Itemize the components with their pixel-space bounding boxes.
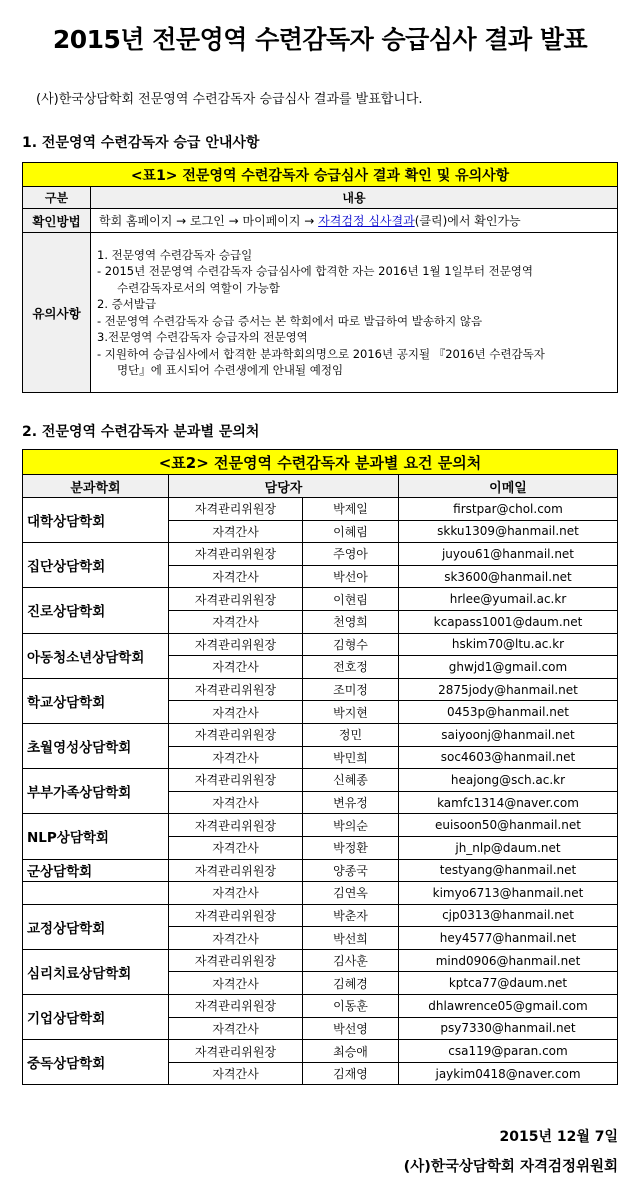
contact-name: 양종국	[303, 859, 399, 882]
page-title: 2015년 전문영역 수련감독자 승급심사 결과 발표	[52, 25, 588, 54]
table-row	[23, 769, 618, 792]
contact-email: kcapass1001@daum.net	[399, 610, 618, 633]
method-cell	[91, 209, 618, 233]
contact-email: mind0906@hanmail.net	[399, 949, 618, 972]
society-name: 집단상담학회	[23, 543, 169, 588]
contact-email: firstpar@chol.com	[399, 498, 618, 521]
contact-role: 자격간사	[169, 610, 303, 633]
table-row	[23, 882, 618, 905]
contact-role: 자격간사	[169, 746, 303, 769]
contact-role: 자격간사	[169, 1062, 303, 1085]
note-line: 1. 전문영역 수련감독자 승급일	[97, 247, 253, 262]
note-line: - 전문영역 수련감독자 승급 증서는 본 학회에서 따로 발급하여 발송하지 않음	[97, 313, 483, 328]
contact-role: 자격간사	[169, 972, 303, 995]
society-name	[23, 882, 169, 905]
society-name: 교정상담학회	[23, 904, 169, 949]
note-line: 2. 증서발급	[97, 297, 157, 311]
society-name: 심리치료상담학회	[23, 949, 169, 994]
contact-role: 자격간사	[169, 656, 303, 679]
society-name: 학교상담학회	[23, 678, 169, 723]
note-line: - 지원하여 승급심사에서 합격한 분과학회의명으로 2016년 공지될 『2016년 수련감독자	[97, 346, 545, 361]
contact-email: jh_nlp@daum.net	[399, 836, 618, 859]
contact-name: 박지현	[303, 701, 399, 724]
table-row	[23, 498, 618, 521]
table-row	[23, 995, 618, 1018]
society-name: 아동청소년상담학회	[23, 633, 169, 678]
contact-name: 김연옥	[303, 882, 399, 905]
society-name: 부부가족상담학회	[23, 769, 169, 814]
contact-email: skku1309@hanmail.net	[399, 520, 618, 543]
contact-role: 자격관리위원장	[169, 588, 303, 611]
contact-role: 자격관리위원장	[169, 814, 303, 837]
contact-name: 박제일	[303, 498, 399, 521]
contact-table-title: <표2> 전문영역 수련감독자 분과별 요건 문의처	[23, 450, 618, 475]
table-row	[23, 859, 618, 882]
section1-heading: 1. 전문영역 수련감독자 승급 안내사항	[22, 135, 260, 151]
contact-email: euisoon50@hanmail.net	[399, 814, 618, 837]
contact-role: 자격간사	[169, 882, 303, 905]
contact-email: hey4577@hanmail.net	[399, 927, 618, 950]
notes-cell	[91, 233, 618, 393]
table-row	[23, 814, 618, 837]
contact-name: 정민	[303, 723, 399, 746]
contact-role: 자격관리위원장	[169, 498, 303, 521]
note-line: 3.전문영역 수련감독자 승급자의 전문영역	[97, 330, 308, 344]
contact-role: 자격간사	[169, 701, 303, 724]
contact-email: csa119@paran.com	[399, 1040, 618, 1063]
contact-name: 김사훈	[303, 949, 399, 972]
contact-email: saiyoonj@hanmail.net	[399, 723, 618, 746]
contact-email: hskim70@ltu.ac.kr	[399, 633, 618, 656]
contact-role: 자격관리위원장	[169, 633, 303, 656]
table-row	[23, 543, 618, 566]
notice-table-title: <표1> 전문영역 수련감독자 승급심사 결과 확인 및 유의사항	[23, 163, 618, 187]
contact-role: 자격관리위원장	[169, 678, 303, 701]
contact-name: 이동훈	[303, 995, 399, 1018]
society-name: 중독상담학회	[23, 1040, 169, 1085]
col-category-header: 구분	[23, 187, 91, 209]
contact-role: 자격간사	[169, 565, 303, 588]
contact-name: 박선아	[303, 565, 399, 588]
table-row	[23, 949, 618, 972]
table-row	[23, 588, 618, 611]
section2-heading: 2. 전문영역 수련감독자 분과별 문의처	[22, 424, 260, 440]
contact-email: psy7330@hanmail.net	[399, 1017, 618, 1040]
table-row	[23, 1040, 618, 1063]
table-row	[23, 633, 618, 656]
contact-email: kimyo6713@hanmail.net	[399, 882, 618, 905]
contact-role: 자격관리위원장	[169, 995, 303, 1018]
contact-name: 신혜종	[303, 769, 399, 792]
society-name: 기업상담학회	[23, 995, 169, 1040]
society-name: NLP상담학회	[23, 814, 169, 859]
contact-name: 최승애	[303, 1040, 399, 1063]
contact-name: 이현림	[303, 588, 399, 611]
contact-email: 2875jody@hanmail.net	[399, 678, 618, 701]
col-society-header: 분과학회	[23, 475, 169, 498]
issuing-organization: (사)한국상담학회 자격검정위원회	[403, 1159, 618, 1175]
contact-role: 자격관리위원장	[169, 543, 303, 566]
note-line: - 2015년 전문영역 수련감독자 승급심사에 합격한 자는 2016년 1월 1일부터 전문영역	[97, 264, 534, 278]
note-line: 수련감독자로서의 역할이 가능함	[117, 280, 280, 295]
contact-email: soc4603@hanmail.net	[399, 746, 618, 769]
contact-role: 자격관리위원장	[169, 769, 303, 792]
contact-table	[22, 449, 618, 1085]
contact-role: 자격간사	[169, 836, 303, 859]
contact-name: 김재영	[303, 1062, 399, 1085]
contact-role: 자격관리위원장	[169, 723, 303, 746]
col-contact-header: 담당자	[169, 475, 399, 498]
contact-role: 자격간사	[169, 791, 303, 814]
contact-email: heajong@sch.ac.kr	[399, 769, 618, 792]
society-name: 진로상담학회	[23, 588, 169, 633]
contact-email: hrlee@yumail.ac.kr	[399, 588, 618, 611]
method-suffix: (클릭)에서 확인가능	[414, 214, 521, 228]
contact-name: 전호정	[303, 656, 399, 679]
document-date: 2015년 12월 7일	[499, 1129, 618, 1145]
col-content-header: 내용	[91, 187, 618, 209]
contact-email: kptca77@daum.net	[399, 972, 618, 995]
contact-role: 자격관리위원장	[169, 1040, 303, 1063]
contact-email: sk3600@hanmail.net	[399, 565, 618, 588]
contact-name: 박선희	[303, 927, 399, 950]
contact-name: 박의순	[303, 814, 399, 837]
method-prefix: 학회 홈페이지 → 로그인 → 마이페이지 →	[99, 214, 319, 228]
contact-email: kamfc1314@naver.com	[399, 791, 618, 814]
contact-name: 김혜경	[303, 972, 399, 995]
contact-role: 자격관리위원장	[169, 904, 303, 927]
table-row	[23, 904, 618, 927]
contact-name: 박선영	[303, 1017, 399, 1040]
col-email-header: 이메일	[399, 475, 618, 498]
contact-email: ghwjd1@gmail.com	[399, 656, 618, 679]
society-name: 초월영성상담학회	[23, 723, 169, 768]
contact-email: dhlawrence05@gmail.com	[399, 995, 618, 1018]
contact-role: 자격간사	[169, 927, 303, 950]
contact-role: 자격간사	[169, 1017, 303, 1040]
contact-role: 자격관리위원장	[169, 949, 303, 972]
contact-name: 김형수	[303, 633, 399, 656]
notes-label: 유의사항	[23, 233, 91, 393]
contact-role: 자격간사	[169, 520, 303, 543]
contact-email: 0453p@hanmail.net	[399, 701, 618, 724]
contact-email: juyou61@hanmail.net	[399, 543, 618, 566]
exam-result-link[interactable]: 자격검정 심사결과	[318, 214, 415, 228]
note-line: 명단』에 표시되어 수련생에게 안내될 예정임	[117, 363, 344, 377]
contact-email: cjp0313@hanmail.net	[399, 904, 618, 927]
contact-name: 박정환	[303, 836, 399, 859]
method-label: 확인방법	[23, 209, 91, 233]
contact-name: 박민희	[303, 746, 399, 769]
contact-email: testyang@hanmail.net	[399, 859, 618, 882]
table-row	[23, 678, 618, 701]
society-name: 군상담학회	[23, 859, 169, 882]
table-row	[23, 723, 618, 746]
contact-role: 자격관리위원장	[169, 859, 303, 882]
contact-name: 박춘자	[303, 904, 399, 927]
society-name: 대학상담학회	[23, 498, 169, 543]
contact-name: 조미정	[303, 678, 399, 701]
contact-email: jaykim0418@naver.com	[399, 1062, 618, 1085]
contact-name: 변유정	[303, 791, 399, 814]
intro-text: (사)한국상담학회 전문영역 수련감독자 승급심사 결과를 발표합니다.	[36, 92, 423, 107]
contact-name: 천영희	[303, 610, 399, 633]
contact-name: 이혜림	[303, 520, 399, 543]
notice-table	[22, 162, 618, 393]
contact-name: 주영아	[303, 543, 399, 566]
